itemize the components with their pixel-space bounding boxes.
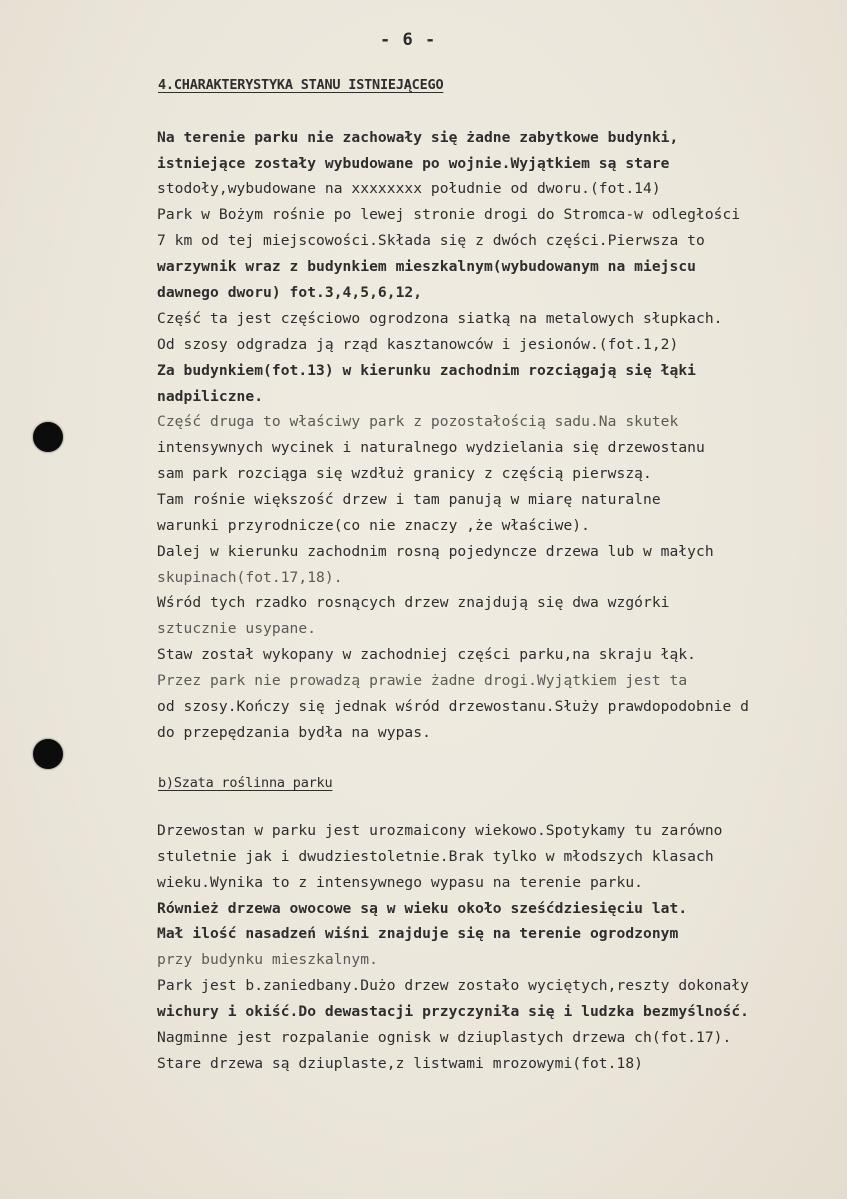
text-line: Nagminne jest rozpalanie ognisk w dziuplastych drzewa ch(fot.17).: [157, 1029, 732, 1046]
section-heading: 4.CHARAKTERYSTYKA STANU ISTNIEJĄCEGO: [158, 77, 444, 93]
text-line: wichury i okiść.Do dewastacji przyczyniła się i ludzka bezmyślność.: [157, 1003, 750, 1020]
text-line: Wśród tych rzadko rosnących drzew znajdują się dwa wzgórki: [157, 594, 670, 611]
page-number: - 6 -: [380, 30, 437, 50]
text-line: nadpiliczne.: [157, 388, 264, 405]
text-line: wieku.Wynika to z intensywnego wypasu na terenie parku.: [157, 874, 643, 891]
punch-hole-top: [33, 422, 63, 452]
text-line: Dalej w kierunku zachodnim rosną pojedyncze drzewa lub w małych: [157, 543, 714, 560]
text-line: skupinach(fot.17,18).: [157, 569, 343, 586]
text-line: Stare drzewa są dziuplaste,z listwami mrozowymi(fot.18): [157, 1055, 643, 1072]
text-line: Część ta jest częściowo ogrodzona siatką na metalowych słupkach.: [157, 310, 723, 327]
text-line: Również drzewa owocowe są w wieku około sześćdziesięciu lat.: [157, 900, 688, 917]
text-line: 7 km od tej miejscowości.Składa się z dwóch części.Pierwsza to: [157, 232, 705, 249]
text-line: Za budynkiem(fot.13) w kierunku zachodnim rozciągają się łąki: [157, 362, 697, 379]
text-line: stodoły,wybudowane na xxxxxxxx południe od dworu.(fot.14): [157, 180, 661, 197]
text-line: sztucznie usypane.: [157, 620, 317, 637]
subsection-heading: b)Szata roślinna parku: [158, 775, 333, 791]
text-line: Drzewostan w parku jest urozmaicony wiekowo.Spotykamy tu zarówno: [157, 822, 723, 839]
text-line: przy budynku mieszkalnym.: [157, 951, 378, 968]
text-line: warunki przyrodnicze(co nie znaczy ,że właściwe).: [157, 517, 590, 534]
text-line: Mał ilość nasadzeń wiśni znajduje się na terenie ogrodzonym: [157, 925, 679, 942]
text-line: warzywnik wraz z budynkiem mieszkalnym(wybudowanym na miejscu: [157, 258, 697, 275]
text-line: dawnego dworu) fot.3,4,5,6,12,: [157, 284, 423, 301]
text-line: sam park rozciąga się wzdłuż granicy z częścią pierwszą.: [157, 465, 652, 482]
text-line: do przepędzania bydła na wypas.: [157, 724, 431, 741]
text-line: Od szosy odgradza ją rząd kasztanowców i jesionów.(fot.1,2): [157, 336, 679, 353]
text-line: Park jest b.zaniedbany.Dużo drzew zostało wyciętych,reszty dokonały: [157, 977, 750, 994]
text-line: istniejące zostały wybudowane po wojnie.Wyjątkiem są stare: [157, 155, 670, 172]
text-line: intensywnych wycinek i naturalnego wydzielania się drzewostanu: [157, 439, 705, 456]
text-line: Część druga to właściwy park z pozostałością sadu.Na skutek: [157, 413, 679, 430]
text-line: od szosy.Kończy się jednak wśród drzewostanu.Służy prawdopodobnie d: [157, 698, 750, 715]
text-line: Na terenie parku nie zachowały się żadne zabytkowe budynki,: [157, 129, 679, 146]
text-line: Tam rośnie większość drzew i tam panują w miarę naturalne: [157, 491, 661, 508]
text-line: Staw został wykopany w zachodniej części parku,na skraju łąk.: [157, 646, 697, 663]
text-line: stuletnie jak i dwudziestoletnie.Brak tylko w młodszych klasach: [157, 848, 714, 865]
text-line: Park w Bożym rośnie po lewej stronie drogi do Stromca-w odległości: [157, 206, 741, 223]
punch-hole-bottom: [33, 739, 63, 769]
text-line: Przez park nie prowadzą prawie żadne drogi.Wyjątkiem jest ta: [157, 672, 688, 689]
